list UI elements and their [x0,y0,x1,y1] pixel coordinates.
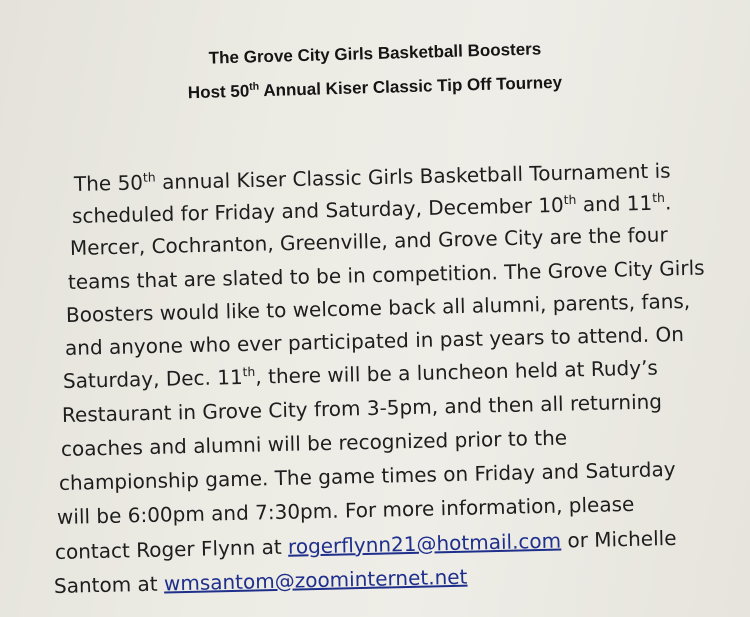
body-text: Santom at [53,571,165,598]
email-link-roger[interactable]: rogerflynn21@hotmail.com [287,528,562,559]
body-text: coaches and alumni will be recognized prior to the [60,425,568,461]
body-line-6 [65,322,684,360]
body-text: Restaurant in Grove City from 3-5pm, and then all returning [61,389,663,427]
body-line-1 [74,158,671,196]
email-link-michelle[interactable]: wmsantom@zoominternet.net [163,564,468,596]
body-text: . [664,190,672,215]
body-line-8 [62,389,663,427]
body-text: scheduled for Friday and Saturday, December 10 [71,192,565,228]
body-sup: th [563,191,577,208]
body-sup: th [651,189,665,206]
body-text: will be 6:00pm and 7:30pm. For more information, please [56,491,635,529]
subtitle-pre: Host 50 [187,81,250,103]
body-text: championship game. The game times on Friday and Saturday [58,457,676,495]
title-line-1: The Grove City Girls Basketball Boosters [208,39,542,68]
body-text: Mercer, Cochranton, Greenville, and Grove City are the four [69,222,668,260]
body-line-10 [59,457,676,495]
body-line-3 [70,222,668,260]
body-text: , there will be a luncheon held at Rudy’s [255,355,659,389]
subtitle-post: Annual Kiser Classic Tip Off Tourney [258,72,563,101]
body-text: Boosters would like to welcome back all alumni, parents, fans, [65,288,691,327]
body-line-11 [57,492,635,529]
body-text: or Michelle [560,525,677,553]
body-text: contact Roger Flynn at [54,534,289,564]
body-line-2 [72,190,672,228]
body-line-5 [66,289,691,327]
body-text: Saturday, Dec. 11 [62,364,243,393]
body-text: annual Kiser Classic Girls Basketball Tournament is [155,158,671,195]
body-text: teams that are slated to be in competition. The Grove City Girls [67,255,705,294]
body-line-9 [61,426,568,461]
body-text: and anyone who ever participated in past years to attend. On [64,321,685,360]
body-sup: th [142,169,156,185]
body-line-12 [55,526,677,564]
body-line-13 [54,565,468,598]
body-sup: th [242,363,256,380]
body-line-4 [68,256,705,294]
body-line-7 [63,356,658,393]
body-text: and 11 [576,190,653,217]
subtitle-sup: th [249,80,260,93]
body-text: The 50 [73,170,144,196]
